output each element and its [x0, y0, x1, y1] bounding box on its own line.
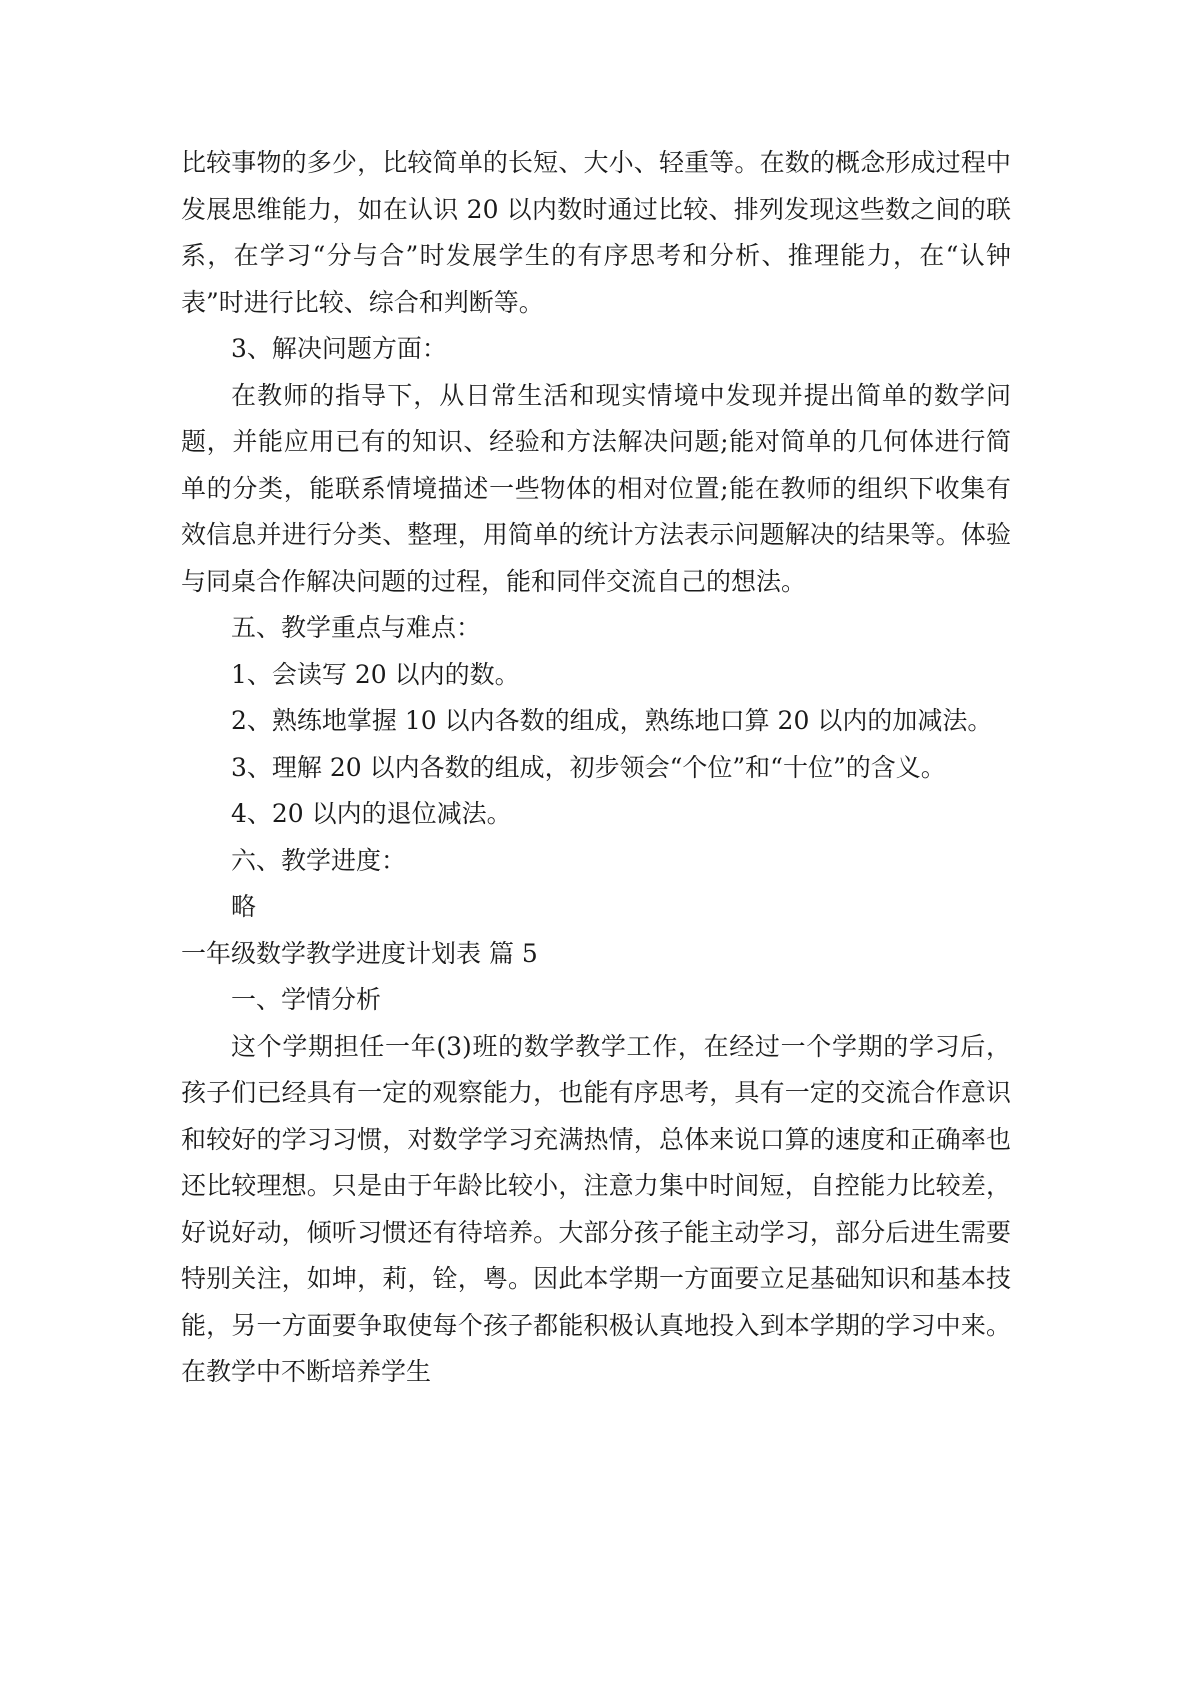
list-item-key-point-3: 3、理解 20 以内各数的组成，初步领会“个位”和“十位”的含义。: [231, 752, 946, 782]
heading-learning-analysis: 一、学情分析: [231, 985, 382, 1014]
heading-key-points: 五、教学重点与难点：: [231, 613, 482, 642]
paragraph-learning-analysis: 这个学期担任一年(3)班的数学教学工作，在经过一个学期的学习后，孩子们已经具有一定的观察能力，也能有序思考，具有一定的交流合作意识和较好的学习习惯，对数学学习充满热情，总体来说口算的速度和正确率也还比较理想。只是由于年龄比较小，注意力集中时间短，自控能力比较差，好说好动，倾听习惯还有待培养。大部分孩子能主动学习，部分后进生需要特别关注，如坤，莉，铨，粤。因此本学期一方面要立足基础知识和基本技能，另一方面要争取使每个孩子都能积极认真地投入到本学期的学习中来。在教学中不断培养学生: [181, 1031, 1011, 1386]
heading-teaching-progress: 六、教学进度：: [231, 845, 407, 875]
heading-problem-solving: 3、解决问题方面：: [231, 334, 447, 363]
list-item-key-point-1: 1、会读写 20 以内的数。: [231, 659, 520, 689]
document-body: [181, 140, 1011, 1396]
list-item-key-point-2: 2、熟练地掌握 10 以内各数的组成，熟练地口算 20 以内的加减法。: [231, 706, 993, 735]
paragraph-omitted: 略: [231, 892, 257, 921]
paragraph-comparison-skills: 比较事物的多少，比较简单的长短、大小、轻重等。在数的概念形成过程中发展思维能力，如在认识 20 以内数时通过比较、排列发现这些数之间的联系，在学习“分与合”时发展学生的有序思考和分析、推理能力，在“认钟表”时进行比较、综合和判断等。: [181, 148, 1011, 317]
section-title: 一年级数学教学进度计划表 篇 5: [181, 938, 538, 968]
list-item-key-point-4: 4、20 以内的退位减法。: [231, 799, 512, 828]
paragraph-problem-solving: 在教师的指导下，从日常生活和现实情境中发现并提出简单的数学问题，并能应用已有的知识、经验和方法解决问题;能对简单的几何体进行简单的分类，能联系情境描述一些物体的相对位置;能在教师的组织下收集有效信息并进行分类、整理，用简单的统计方法表示问题解决的结果等。体验与同桌合作解决问题的过程，能和同伴交流自己的想法。: [181, 380, 1011, 596]
